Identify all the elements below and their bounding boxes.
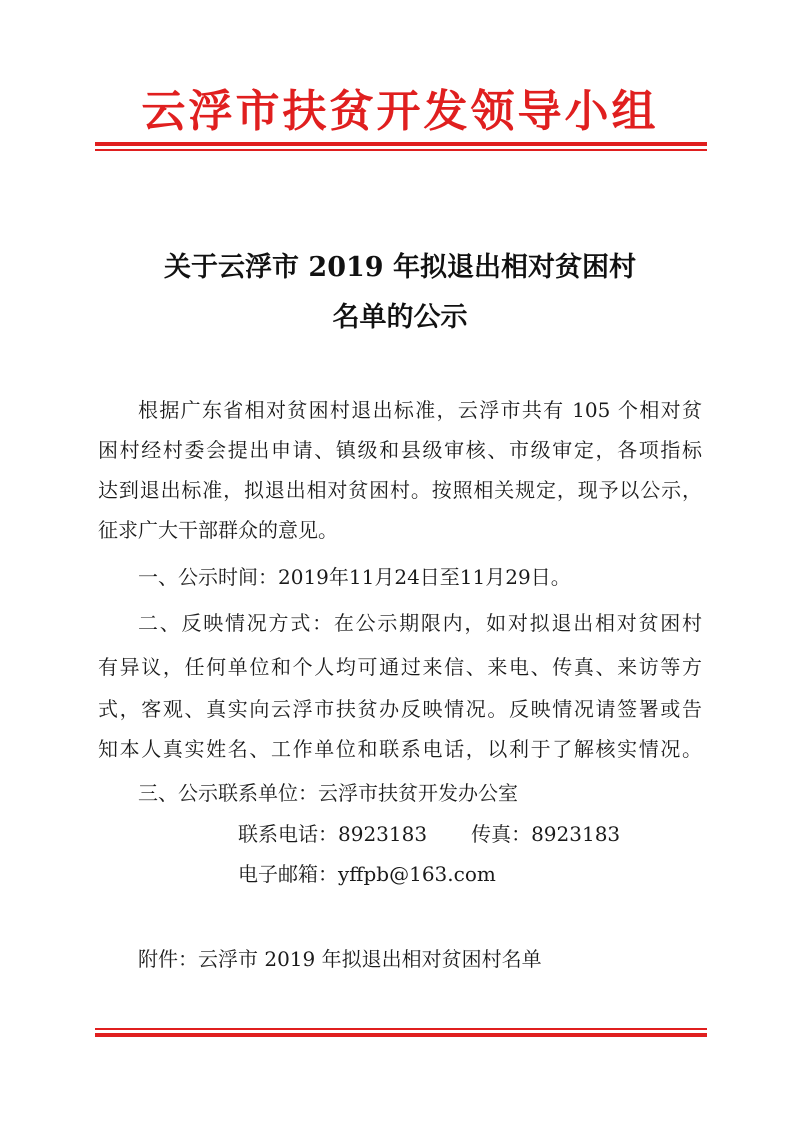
intro-line-2: 困村经村委会提出申请、镇级和县级审核、市级审定，各项指标 [98, 438, 702, 462]
contact-fax: 传真：8923183 [471, 822, 621, 846]
item-3-contact-unit: 三、公示联系单位：云浮市扶贫开发办公室 [138, 781, 518, 805]
item-1-publicity-period: 一、公示时间：2019年11月24日至11月29日。 [138, 565, 571, 589]
document-title-line-1: 关于云浮市 2019 年拟退出相对贫困村 [164, 252, 636, 283]
contact-phone: 联系电话：8923183 [238, 822, 428, 846]
item-2-line-4: 知本人真实姓名、工作单位和联系电话，以利于了解核实情况。 [98, 737, 702, 761]
document-title-line-2: 名单的公示 [332, 302, 468, 333]
footer-rule-thick [95, 1033, 707, 1037]
letterhead-rule-thick [95, 142, 707, 146]
item-2-line-1: 二、反映情况方式：在公示期限内，如对拟退出相对贫困村 [138, 611, 702, 635]
intro-line-1: 根据广东省相对贫困村退出标准，云浮市共有 105 个相对贫 [138, 398, 702, 422]
intro-line-3: 达到退出标准，拟退出相对贫困村。按照相关规定，现予以公示， [98, 478, 702, 502]
intro-line-4: 征求广大干部群众的意见。 [98, 518, 338, 542]
footer-rule-thin [95, 1028, 707, 1030]
letterhead-rule-thin [95, 149, 707, 151]
contact-email: 电子邮箱：yffpb@163.com [238, 862, 496, 886]
item-2-line-2: 有异议，任何单位和个人均可通过来信、来电、传真、来访等方 [98, 655, 702, 679]
attachment-note: 附件：云浮市 2019 年拟退出相对贫困村名单 [138, 947, 542, 971]
letterhead-title: 云浮市扶贫开发领导小组 [141, 86, 659, 137]
item-2-line-3: 式，客观、真实向云浮市扶贫办反映情况。反映情况请签署或告 [98, 697, 702, 721]
contact-line [238, 820, 620, 848]
